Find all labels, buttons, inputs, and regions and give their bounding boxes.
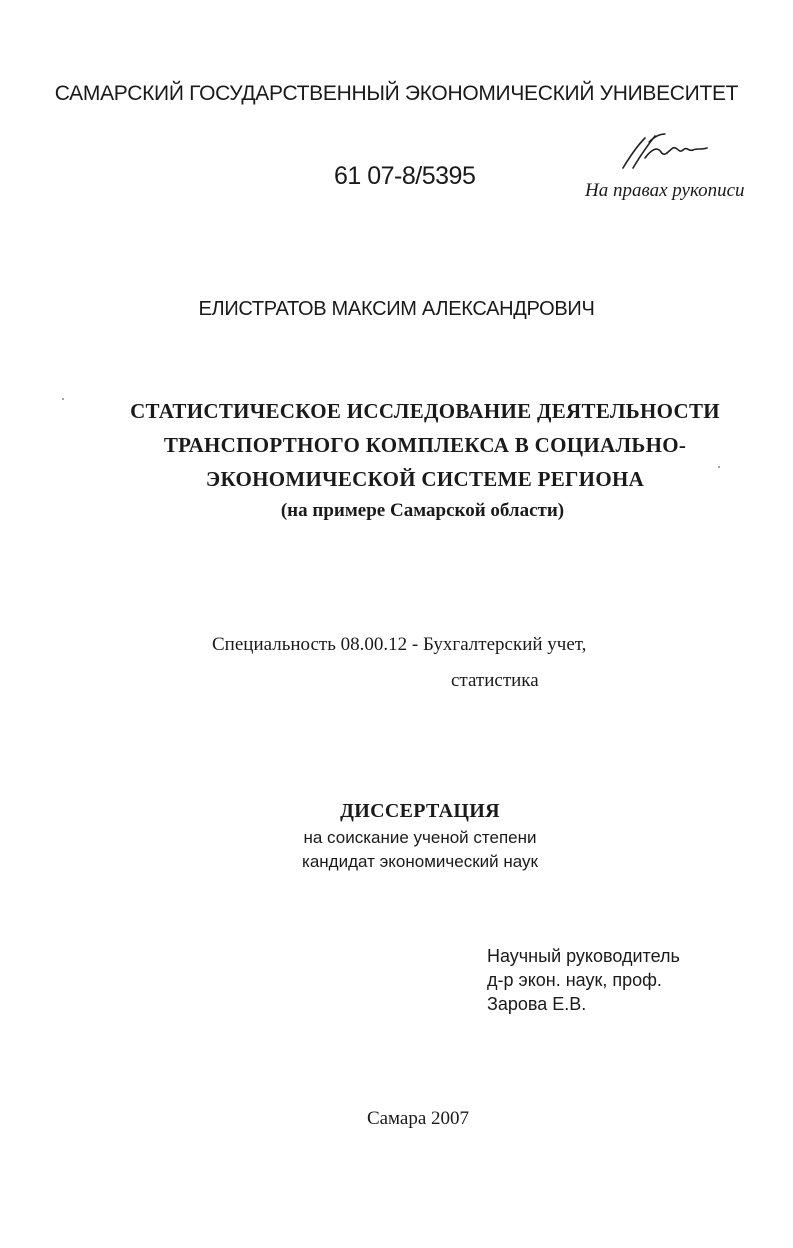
signature-mark — [615, 128, 715, 173]
city-year: Самара 2007 — [366, 1108, 470, 1129]
catalog-number: 61 07-8/5395 — [334, 162, 476, 190]
dissertation-degree-line-2: кандидат экономический наук — [302, 852, 538, 871]
speciality-line-1: Специальность 08.00.12 - Бухгалтерский учет, — [212, 634, 587, 655]
dissertation-degree-line-1: на соискание ученой степени — [303, 828, 537, 847]
dissertation-title — [0, 394, 793, 496]
supervisor-role: Научный руководитель — [487, 946, 680, 966]
title-subtitle: (на примере Самарской области) — [280, 500, 565, 521]
scan-speck — [62, 398, 64, 400]
title-line-1: СТАТИСТИЧЕСКОЕ ИССЛЕДОВАНИЕ ДЕЯТЕЛЬНОСТИ — [130, 399, 720, 423]
supervisor-name: Зарова Е.В. — [487, 994, 587, 1014]
title-line-2: ТРАНСПОРТНОГО КОМПЛЕКСА В СОЦИАЛЬНО- — [163, 433, 687, 457]
author-name: ЕЛИСТРАТОВ МАКСИМ АЛЕКСАНДРОВИЧ — [198, 298, 595, 320]
supervisor-degree: д-р экон. наук, проф. — [487, 970, 662, 990]
speciality-line-2: статистика — [451, 670, 539, 691]
scan-speck — [718, 466, 720, 468]
rights-note: На правах рукописи — [585, 180, 745, 201]
university-name: САМАРСКИЙ ГОСУДАРСТВЕННЫЙ ЭКОНОМИЧЕСКИЙ УНИВЕСИТЕТ — [54, 82, 739, 105]
supervisor-block — [487, 944, 680, 1016]
title-line-3: ЭКОНОМИЧЕСКОЙ СИСТЕМЕ РЕГИОНА — [205, 467, 645, 491]
dissertation-heading: ДИССЕРТАЦИЯ — [340, 800, 500, 822]
